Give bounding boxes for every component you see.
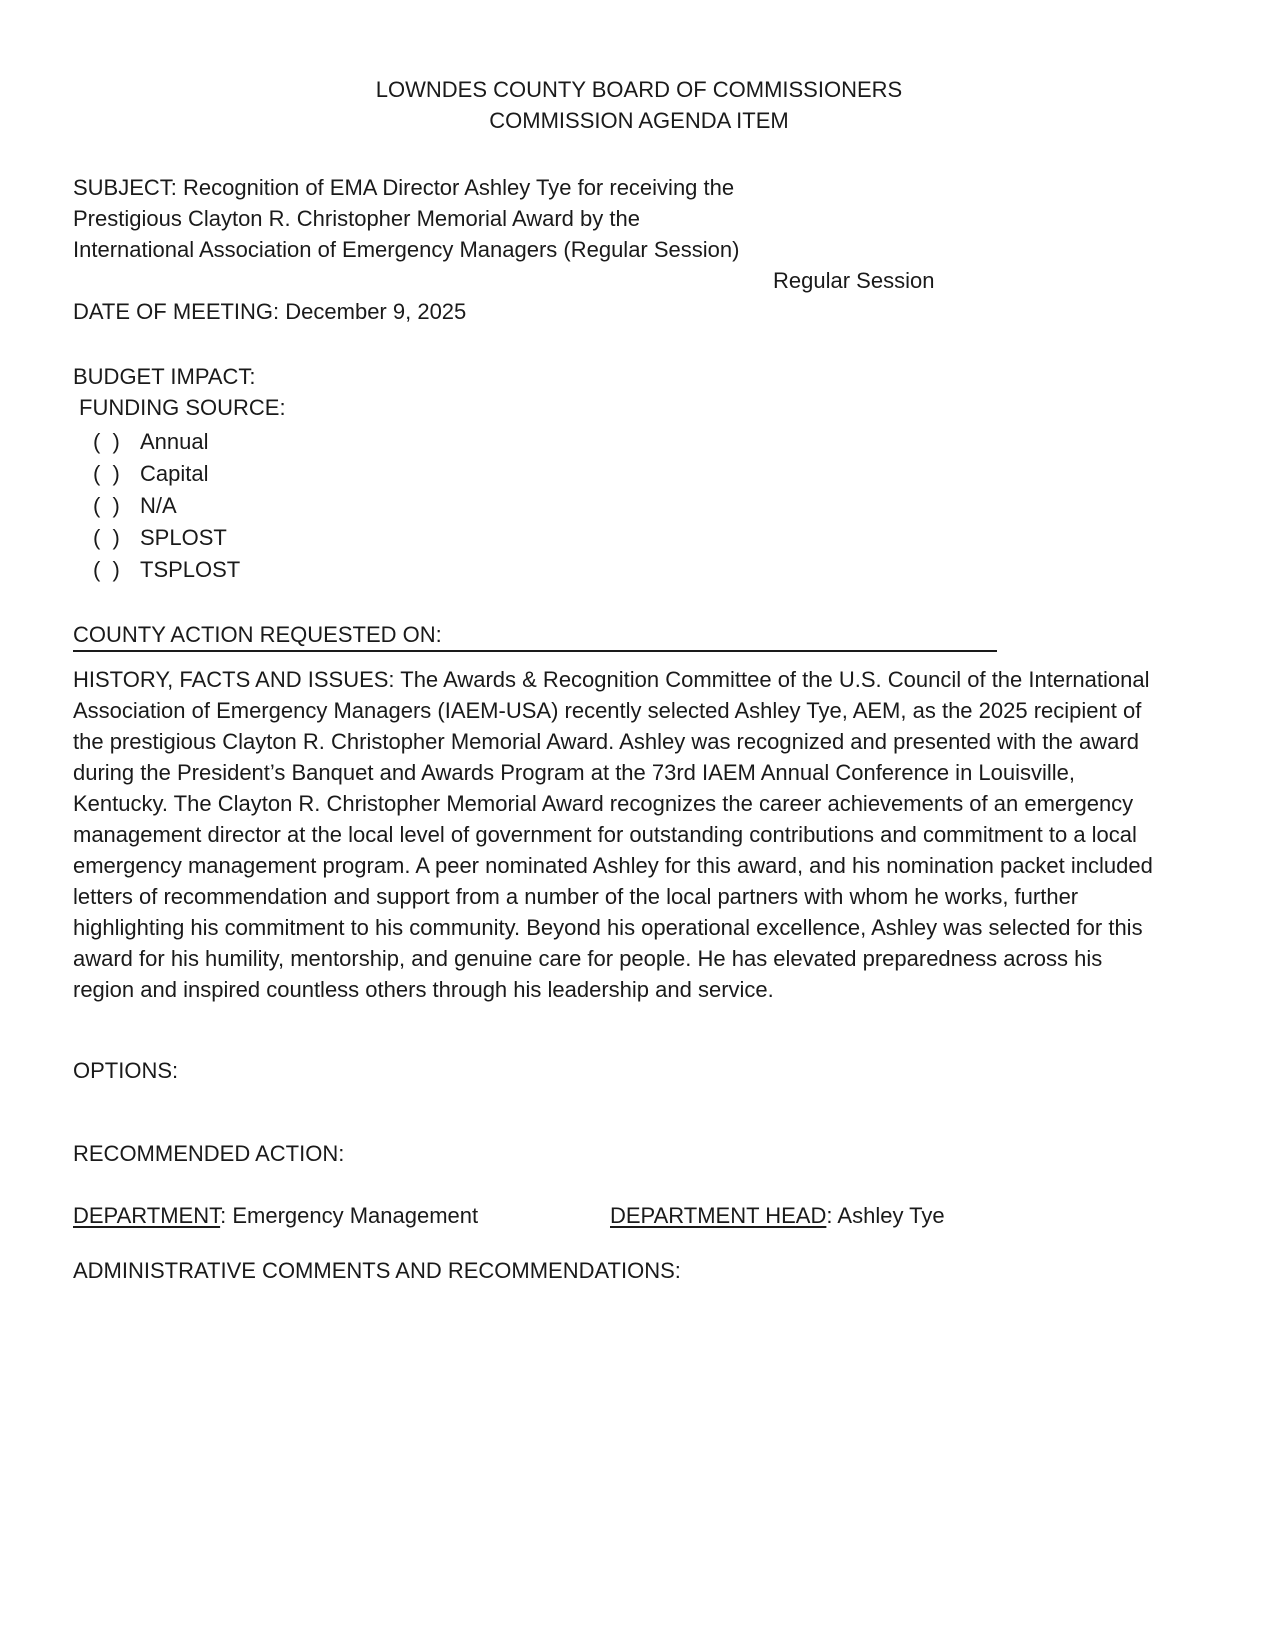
funding-option-splost [73, 522, 1205, 554]
county-action-requested-label: COUNTY ACTION REQUESTED ON: [73, 622, 442, 647]
subject-block [73, 172, 1205, 265]
date-of-meeting-value: December 9, 2025 [285, 299, 467, 324]
department-head-separator: : [826, 1203, 833, 1228]
funding-option-annual [73, 426, 1205, 458]
funding-option-na [73, 490, 1205, 522]
funding-option-label: N/A [140, 493, 177, 518]
funding-option-label: Annual [140, 429, 209, 454]
administrative-comments-label: ADMINISTRATIVE COMMENTS AND RECOMMENDATIONS: [73, 1258, 681, 1283]
funding-source-label: FUNDING SOURCE: [79, 395, 286, 420]
date-of-meeting-label: DATE OF MEETING: [73, 299, 280, 324]
options-label: OPTIONS: [73, 1058, 179, 1083]
history-facts-issues-label: HISTORY, FACTS AND ISSUES: [73, 667, 395, 692]
checkbox-icon: ( ) [93, 429, 120, 454]
date-of-meeting-line [73, 296, 1205, 327]
department-separator: : [220, 1203, 227, 1228]
recommended-action-label: RECOMMENDED ACTION: [73, 1141, 345, 1166]
funding-source-list [73, 426, 1205, 586]
doc-title-line2: COMMISSION AGENDA ITEM [489, 108, 789, 133]
funding-option-label: TSPLOST [140, 557, 241, 582]
department-cell [73, 1200, 610, 1231]
checkbox-icon: ( ) [93, 557, 120, 582]
department-head-label: DEPARTMENT HEAD [610, 1203, 827, 1228]
doc-title-line1: LOWNDES COUNTY BOARD OF COMMISSIONERS [375, 77, 903, 102]
checkbox-icon: ( ) [93, 525, 120, 550]
department-label: DEPARTMENT [73, 1203, 221, 1228]
funding-option-tsplost [73, 554, 1205, 586]
funding-option-capital [73, 458, 1205, 490]
budget-impact-label: BUDGET IMPACT: [73, 364, 256, 389]
history-facts-issues-paragraph [73, 664, 1158, 1005]
department-value: Emergency Management [232, 1203, 479, 1228]
session-note: Regular Session [773, 268, 935, 293]
history-facts-issues-text: The Awards & Recognition Committee of the U.S. Council of the International Association of Emergency Managers (IAEM-USA) recently selected Ashley Tye, AEM, as the 2025 recipient of the prestigious Clayton R. Christopher Memorial Award. Ashley was recognized and presented with the award during the President’s Banquet and Awards Program at the 73rd IAEM Annual Conference in Louisville, Kentucky. The Clayton R. Christopher Memorial Award recognizes the career achievements of an emergency management director at the local level of government for outstanding contributions and commitment to a local emergency management program. A peer nominated Ashley for this award, and his nomination packet included letters of recommendation and support from a number of the local partners with whom he works, further highlighting his commitment to his community. Beyond his operational excellence, Ashley was selected for this award for his humility, mentorship, and genuine care for people. He has elevated preparedness across his region and inspired countless others through his leadership and service. [73, 667, 1153, 1002]
subject-line-2: Prestigious Clayton R. Christopher Memorial Award by the [73, 206, 640, 231]
subject-line-1: SUBJECT: Recognition of EMA Director Ashley Tye for receiving the [73, 175, 735, 200]
checkbox-icon: ( ) [93, 461, 120, 486]
county-action-requested-line [73, 619, 997, 652]
subject-line-3: International Association of Emergency Managers (Regular Session) [73, 237, 740, 262]
doc-header [73, 74, 1205, 136]
checkbox-icon: ( ) [93, 493, 120, 518]
department-head-value: Ashley Tye [837, 1203, 945, 1228]
funding-option-label: Capital [140, 461, 209, 486]
department-head-cell [610, 1200, 945, 1231]
department-row [73, 1200, 1205, 1231]
funding-option-label: SPLOST [140, 525, 227, 550]
